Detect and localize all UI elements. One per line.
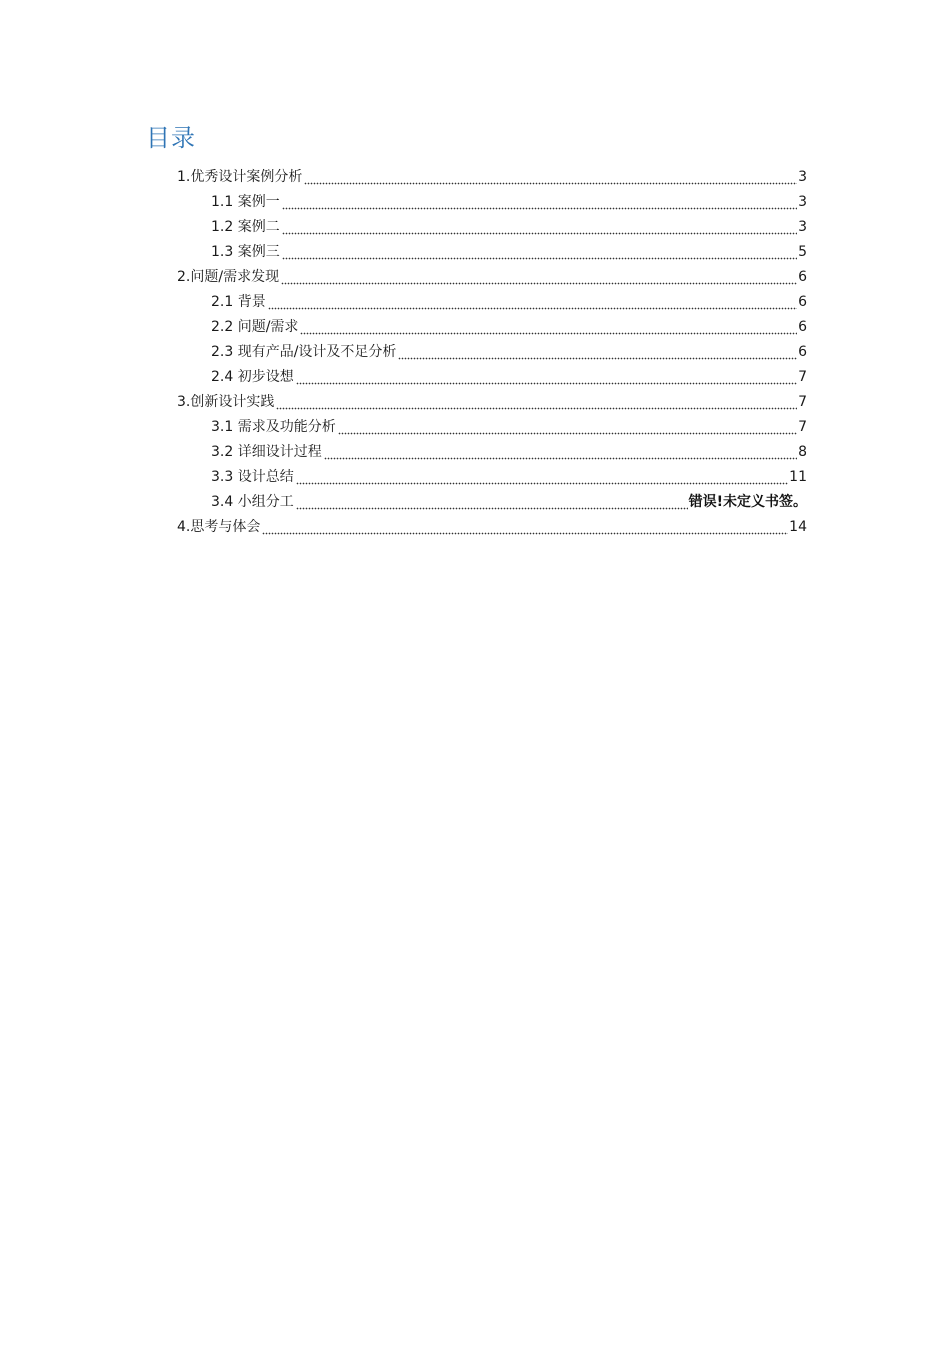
toc-entry[interactable] xyxy=(177,391,807,413)
toc-page-number: 7 xyxy=(798,394,807,410)
toc-entry-text: 3.1 需求及功能分析 xyxy=(211,419,336,435)
toc-page-number: 3 xyxy=(798,219,807,235)
toc-entry[interactable] xyxy=(211,241,807,263)
dot-leader xyxy=(324,441,797,463)
dot-leader xyxy=(296,491,688,513)
toc-entry[interactable] xyxy=(211,441,807,463)
dot-leader xyxy=(296,366,797,388)
toc-entry-text: 3.3 设计总结 xyxy=(211,469,294,485)
dot-leader xyxy=(282,191,797,213)
toc-page-number: 7 xyxy=(798,369,807,385)
dot-leader xyxy=(304,166,797,188)
toc-entry-text: 1.优秀设计案例分析 xyxy=(177,169,303,185)
dot-leader xyxy=(300,316,797,338)
dot-leader xyxy=(276,391,797,413)
toc-entry[interactable] xyxy=(211,191,807,213)
toc-entry-text: 1.3 案例三 xyxy=(211,244,280,260)
toc-entry[interactable] xyxy=(177,266,807,288)
toc-entry-text: 1.1 案例一 xyxy=(211,194,280,210)
toc-entry-text: 1.2 案例二 xyxy=(211,219,280,235)
toc-entry[interactable] xyxy=(211,341,807,363)
toc-entry-text: 2.1 背景 xyxy=(211,294,266,310)
dot-leader xyxy=(281,266,797,288)
toc-entry-text: 2.问题/需求发现 xyxy=(177,269,280,285)
toc-page-number: 6 xyxy=(798,294,807,310)
dot-leader xyxy=(282,241,797,263)
toc-entry-text: 4.思考与体会 xyxy=(177,519,261,535)
toc-page-number: 5 xyxy=(798,244,807,260)
toc-page-number: 3 xyxy=(798,169,807,185)
dot-leader xyxy=(268,291,797,313)
toc-entry[interactable] xyxy=(211,316,807,338)
toc-entry[interactable] xyxy=(177,166,807,188)
toc-entry[interactable] xyxy=(211,416,807,438)
toc-entry-text: 3.4 小组分工 xyxy=(211,494,294,510)
toc-entry[interactable] xyxy=(211,366,807,388)
toc-page-number: 6 xyxy=(798,269,807,285)
dot-leader xyxy=(398,341,797,363)
toc-page-number: 7 xyxy=(798,419,807,435)
toc-entry-text: 2.3 现有产品/设计及不足分析 xyxy=(211,344,397,360)
dot-leader xyxy=(262,516,788,538)
toc-page-number: 6 xyxy=(798,319,807,335)
toc-page-number: 6 xyxy=(798,344,807,360)
dot-leader xyxy=(282,216,797,238)
toc-entry[interactable] xyxy=(211,216,807,238)
toc-entry-text: 3.创新设计实践 xyxy=(177,394,275,410)
toc-page-number-error: 错误!未定义书签。 xyxy=(688,494,807,510)
toc-page-number: 11 xyxy=(789,469,807,485)
toc-page-number: 14 xyxy=(789,519,807,535)
toc-page-number: 8 xyxy=(798,444,807,460)
toc-entry[interactable] xyxy=(211,466,807,488)
toc-heading: 目录 xyxy=(146,124,196,152)
dot-leader xyxy=(338,416,797,438)
toc-entry-text: 2.2 问题/需求 xyxy=(211,319,299,335)
toc-entry[interactable] xyxy=(211,491,807,513)
toc-entry[interactable] xyxy=(211,291,807,313)
toc-page-number: 3 xyxy=(798,194,807,210)
toc-entry-text: 2.4 初步设想 xyxy=(211,369,294,385)
dot-leader xyxy=(296,466,788,488)
toc-entry-text: 3.2 详细设计过程 xyxy=(211,444,322,460)
toc-entry[interactable] xyxy=(177,516,807,538)
